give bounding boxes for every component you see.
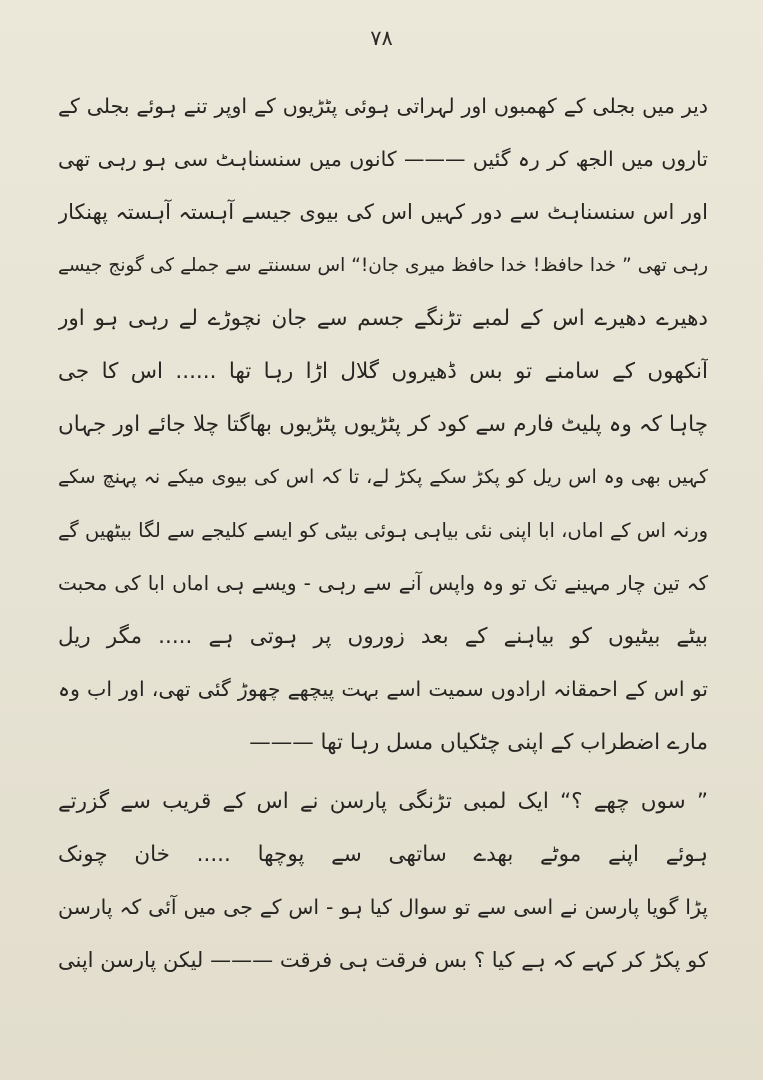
text-line: کہیں بھی وہ اس ریل کو پکڑ سکے پکڑ لے، تا کہ اس کی بیوی میکے نہ پہنچ سکے bbox=[58, 466, 708, 488]
body-text bbox=[58, 80, 708, 987]
text-line: ہوئے اپنے موٹے بھدے ساتھی سے پوچھا ..... خان چونک bbox=[58, 842, 708, 867]
text-line: رہی تھی ” خدا حافظ! خدا حافظ میری جان!“ اس سسنتے سے جملے کی گونج جیسے bbox=[58, 255, 708, 276]
text-line: ورنہ اس کے اماں، ابا اپنی نئی بیاہی ہوئی بیٹی کو ایسے کلیجے سے لگا بیٹھیں گے bbox=[58, 519, 708, 542]
text-line: تاروں میں الجھ کر رہ گئیں ——— کانوں میں سنسناہٹ سی ہو رہی تھی bbox=[58, 147, 708, 171]
text-line: اور اس سنسناہٹ سے دور کہیں اس کی بیوی جیسے آہستہ آہستہ پھنکار bbox=[58, 200, 708, 224]
text-line: مارے اضطراب کے اپنی چٹکیاں مسل رہا تھا ——— bbox=[249, 730, 708, 755]
text-line: تو اس کے احمقانہ ارادوں سمیت اسے بہت پیچھے چھوڑ گئی تھی، اور اب وہ bbox=[58, 677, 708, 701]
text-line: کہ تین چار مہینے تک تو وہ واپس آنے سے رہی - ویسے ہی اماں ابا کی محبت bbox=[58, 571, 708, 595]
text-line: بیٹے بیٹیوں کو بیاہنے کے بعد زوروں پر ہوتی ہے ..... مگر ریل bbox=[58, 624, 708, 649]
text-line: ” سوں چھے ؟“ ایک لمبی تڑنگی پارسن نے اس کے قریب سے گزرتے bbox=[58, 789, 708, 814]
page-number: ۷۸ bbox=[370, 26, 393, 50]
text-line: دیر میں بجلی کے کھمبوں اور لہراتی ہوئی پٹڑیوں کے اوپر تنے ہوئے بجلی کے bbox=[58, 94, 708, 118]
text-line: آنکھوں کے سامنے تو بس ڈھیروں گلال اڑا رہا تھا ...... اس کا جی bbox=[58, 359, 708, 384]
text-line: چاہا کہ وہ پلیٹ فارم سے کود کر پٹڑیوں پٹڑیوں بھاگتا چلا جائے اور جہاں bbox=[58, 412, 708, 437]
text-line: دھیرے دھیرے اس کے لمبے تڑنگے جسم سے جان نچوڑے لے رہی ہو اور bbox=[58, 306, 708, 331]
text-line: پڑا گویا پارسن نے اسی سے تو سوال کیا ہو - اس کے جی میں آئی کہ پارسن bbox=[58, 895, 708, 919]
text-line: کو پکڑ کر کہے کہ ہے کیا ؟ بس فرقت ہی فرقت ——— لیکن پارسن اپنی bbox=[58, 948, 708, 972]
